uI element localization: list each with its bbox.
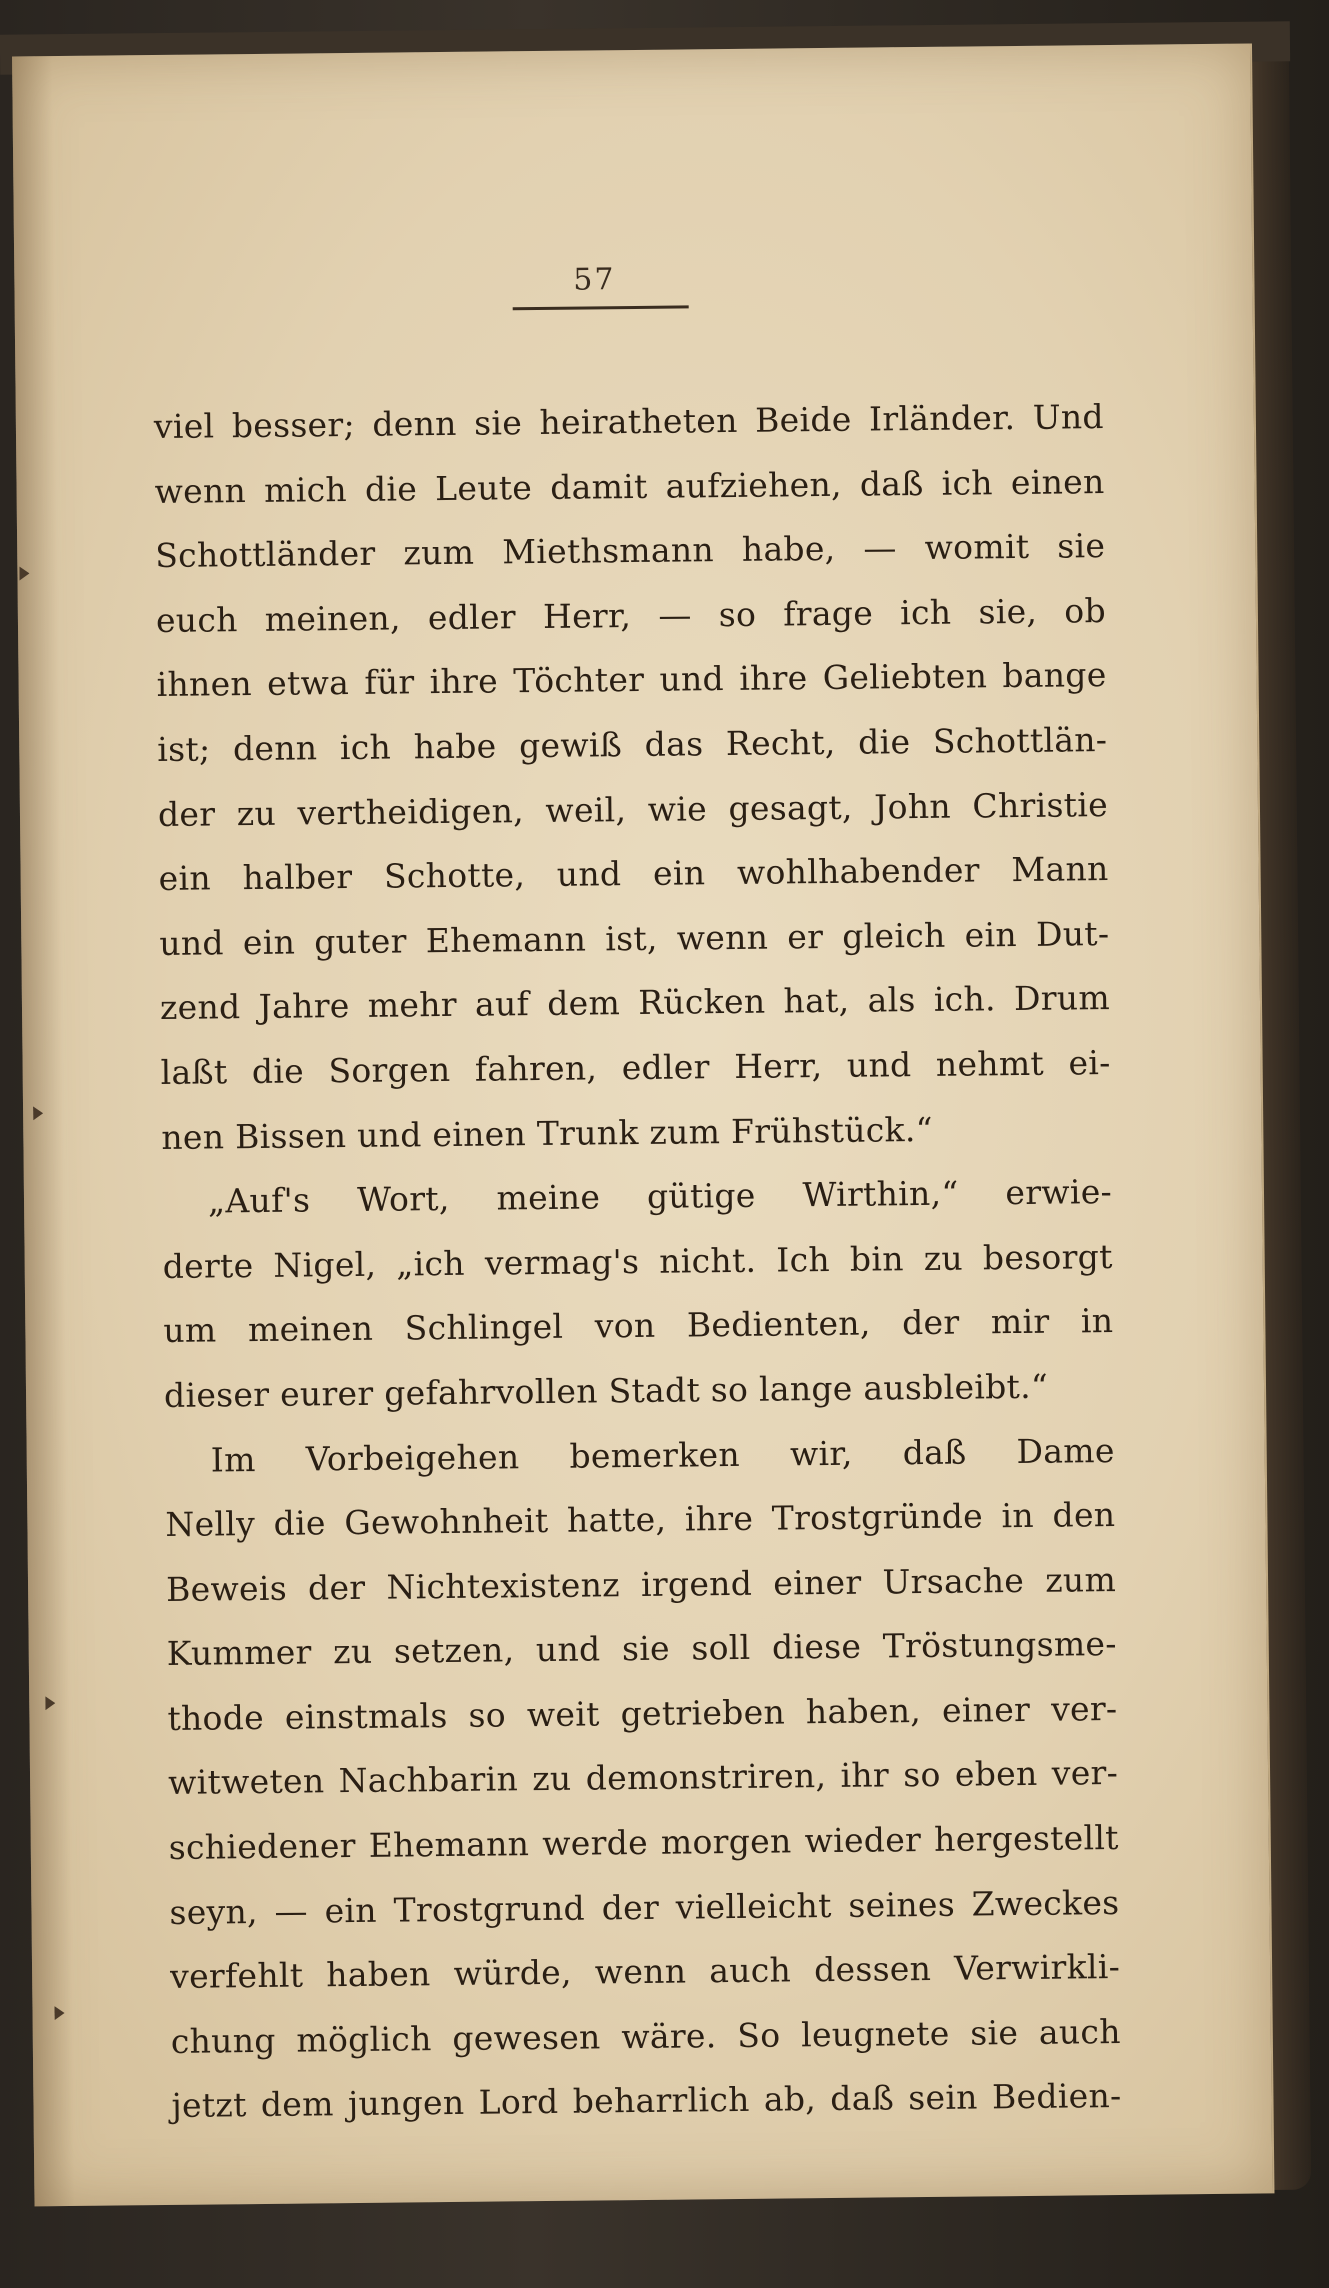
text-line: nen Bissen und einen Trunk zum Frühstück.“ bbox=[161, 1109, 934, 1157]
text-line: „Auf's Wort, meine gütige Wirthin,“ erwie- bbox=[207, 1172, 1113, 1221]
text-line: witweten Nachbarin zu demonstriren, ihr so eben ver- bbox=[167, 1753, 1119, 1803]
text-line: chung möglich gewesen wäre. So leugnete sie auch bbox=[170, 2011, 1121, 2061]
text-line: ein halber Schotte, und ein wohlhabender Mann bbox=[158, 849, 1109, 899]
text-line: euch meinen, edler Herr, — so frage ich sie, ob bbox=[155, 590, 1107, 640]
text-line: um meinen Schlingel von Bedienten, der mir in bbox=[163, 1301, 1114, 1351]
text-line: laßt die Sorgen fahren, edler Herr, und nehmt ei- bbox=[160, 1042, 1111, 1092]
text-line: ihnen etwa für ihre Töchter und ihre Geliebten bange bbox=[156, 655, 1107, 705]
text-line: ist; denn ich habe gewiß das Recht, die Schottlän- bbox=[157, 720, 1108, 769]
text-line: derte Nigel, „ich vermag's nicht. Ich bin zu besorgt bbox=[162, 1236, 1113, 1286]
text-line: Im Vorbeigehen bemerken wir, daß Dame bbox=[210, 1430, 1115, 1479]
text-line: Kummer zu setzen, und sie soll diese Tröstungsme- bbox=[166, 1624, 1117, 1674]
text-line: schiedener Ehemann werde morgen wieder hergestellt bbox=[168, 1818, 1119, 1868]
text-line: zend Jahre mehr auf dem Rücken hat, als ich. Drum bbox=[159, 978, 1111, 1028]
text-line: dieser eurer gefahrvollen Stadt so lange ausbleibt.“ bbox=[163, 1366, 1049, 1415]
page-number: 57 bbox=[573, 262, 616, 298]
text-line: jetzt dem jungen Lord beharrlich ab, daß sein Bedien- bbox=[171, 2076, 1122, 2126]
book-page bbox=[12, 44, 1274, 2207]
text-line: wenn mich die Leute damit aufziehen, daß ich einen bbox=[154, 461, 1105, 511]
header-rule bbox=[513, 305, 689, 310]
text-line: der zu vertheidigen, weil, wie gesagt, John Christie bbox=[157, 784, 1109, 834]
text-line: seyn, — ein Trostgrund der vielleicht seines Zweckes bbox=[169, 1882, 1120, 1932]
text-line: thode einstmals so weit getrieben haben, einer ver- bbox=[167, 1688, 1118, 1738]
text-line: viel besser; denn sie heiratheten Beide Irländer. Und bbox=[153, 397, 1105, 447]
text-line: verfehlt haben würde, wenn auch dessen Verwirkli- bbox=[169, 1947, 1121, 1997]
text-line: und ein guter Ehemann ist, wenn er gleich ein Dut- bbox=[159, 913, 1110, 963]
text-line: Schottländer zum Miethsmann habe, — womit sie bbox=[155, 526, 1106, 576]
text-line: Nelly die Gewohnheit hatte, ihre Trostgründe in den bbox=[165, 1495, 1116, 1545]
text-line: Beweis der Nichtexistenz irgend einer Ursache zum bbox=[165, 1559, 1117, 1609]
body-text bbox=[154, 385, 1122, 2139]
